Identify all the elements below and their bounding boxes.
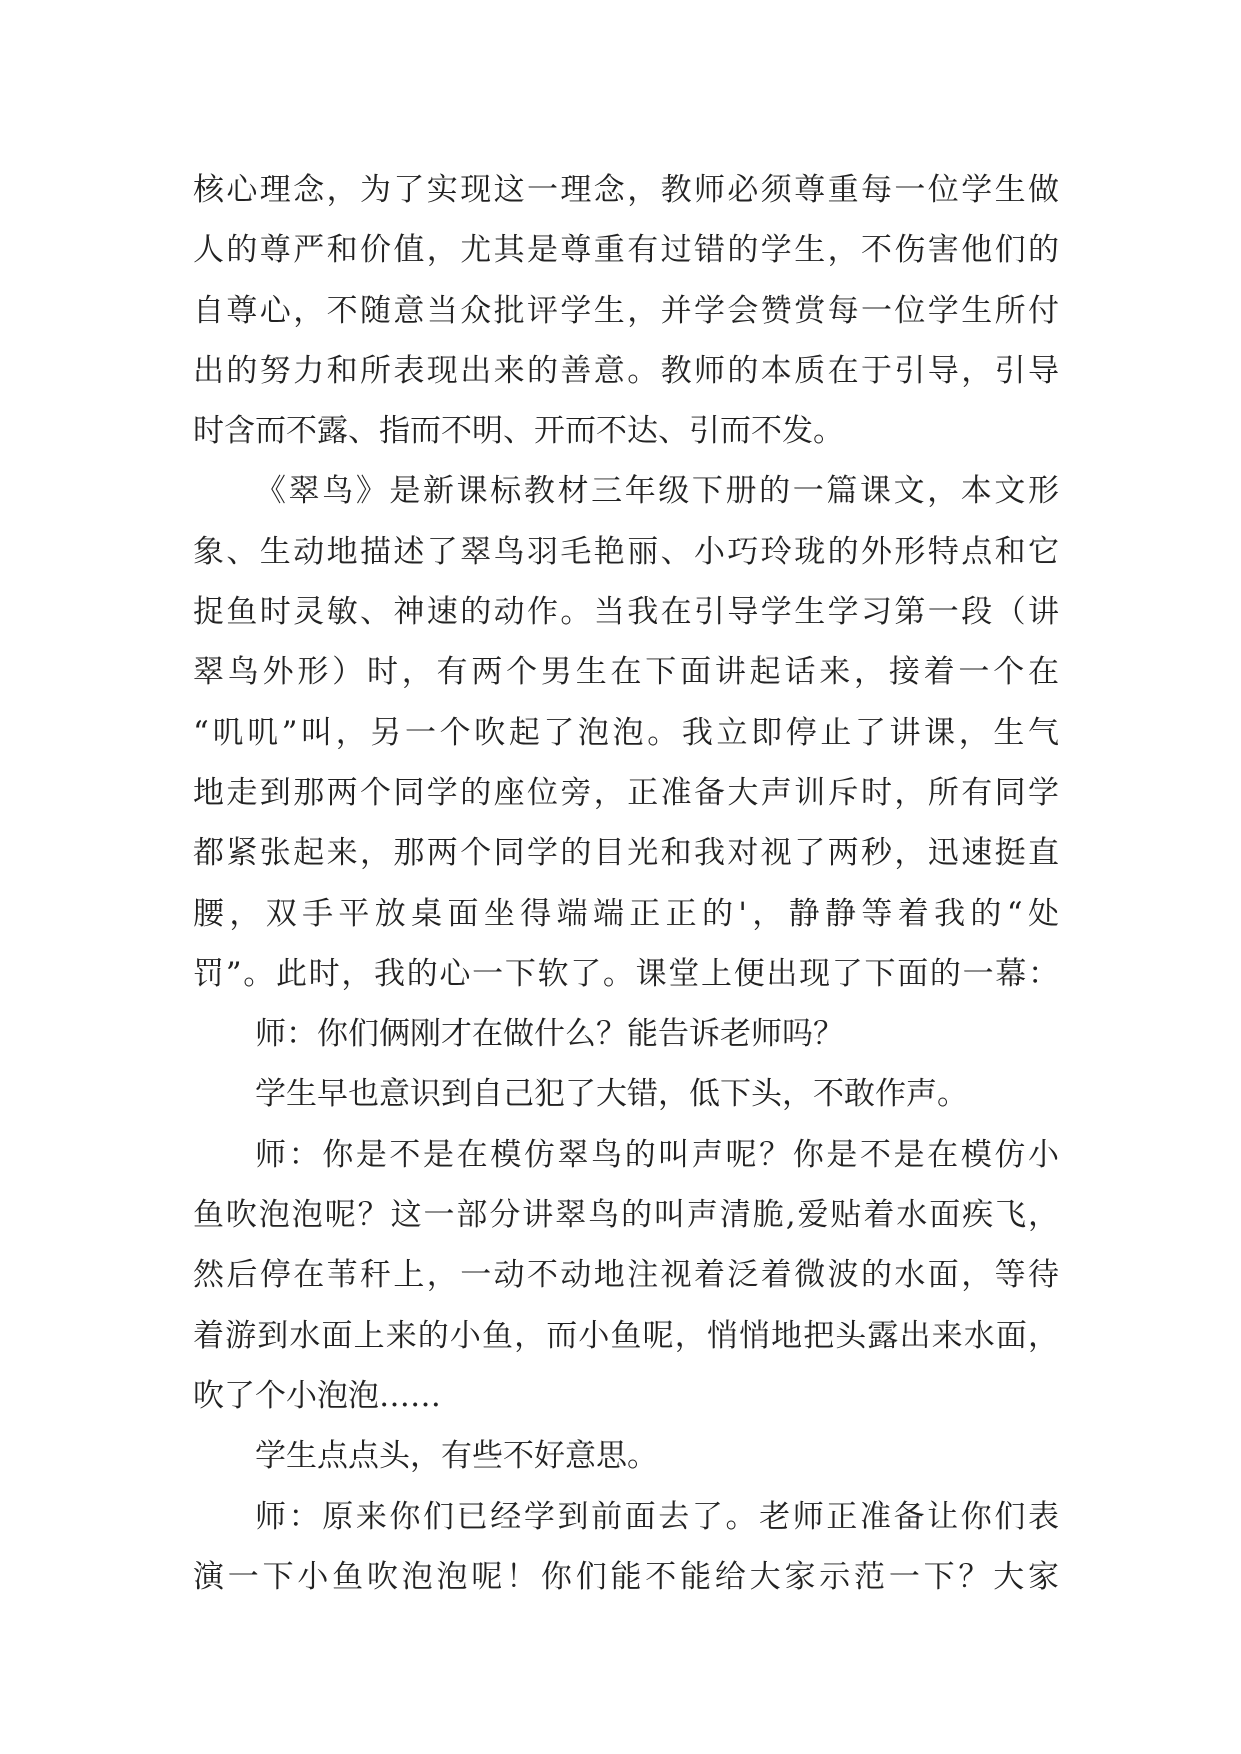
text-line: 学生早也意识到自己犯了大错，低下头，不敢作声。 (255, 1076, 968, 1113)
body-text (193, 160, 1059, 1607)
text-line: 然后停在苇秆上，一动不动地注视着泛着微波的水面，等待 (193, 1257, 1059, 1294)
text-line: 师：你们俩刚才在做什么？能告诉老师吗？ (255, 1016, 844, 1053)
text-line: 自尊心，不随意当众批评学生，并学会赞赏每一位学生所付 (193, 292, 1059, 329)
text-line: 地走到那两个同学的座位旁，正准备大声训斥时，所有同学 (193, 774, 1059, 811)
text-line: 《翠鸟》是新课标教材三年级下册的一篇课文，本文形 (255, 473, 1059, 510)
text-line: 都紧张起来，那两个同学的目光和我对视了两秒，迅速挺直 (193, 835, 1059, 872)
text-line: 罚”。此时，我的心一下软了。课堂上便出现了下面的一幕： (193, 955, 1059, 992)
text-line: 出的努力和所表现出来的善意。教师的本质在于引导，引导 (193, 352, 1059, 389)
text-line: 时含而不露、指而不明、开而不达、引而不发。 (193, 413, 844, 450)
text-line: 象、生动地描述了翠鸟羽毛艳丽、小巧玲珑的外形特点和它 (193, 533, 1059, 570)
text-line: 吹了个小泡泡…… (193, 1377, 441, 1414)
text-line: 着游到水面上来的小鱼，而小鱼呢，悄悄地把头露出来水面， (193, 1317, 1059, 1354)
text-line: 师：你是不是在模仿翠鸟的叫声呢？你是不是在模仿小 (255, 1136, 1059, 1173)
text-line: 翠鸟外形）时，有两个男生在下面讲起话来，接着一个在 (193, 654, 1059, 691)
text-line: 人的尊严和价值，尤其是尊重有过错的学生，不伤害他们的 (193, 232, 1059, 269)
text-line: 学生点点头，有些不好意思。 (255, 1438, 658, 1475)
text-line: 捉鱼时灵敏、神速的动作。当我在引导学生学习第一段（讲 (193, 594, 1059, 631)
text-line: “叽叽”叫，另一个吹起了泡泡。我立即停止了讲课，生气 (193, 714, 1059, 751)
text-line: 腰，双手平放桌面坐得端端正正的'，静静等着我的“处 (193, 895, 1059, 932)
text-line: 演一下小鱼吹泡泡呢！你们能不能给大家示范一下？大家 (193, 1558, 1059, 1595)
text-line: 鱼吹泡泡呢？这一部分讲翠鸟的叫声清脆,爱贴着水面疾飞， (193, 1197, 1059, 1234)
text-line: 核心理念，为了实现这一理念，教师必须尊重每一位学生做 (193, 172, 1059, 208)
text-line: 师：原来你们已经学到前面去了。老师正准备让你们表 (255, 1498, 1059, 1535)
